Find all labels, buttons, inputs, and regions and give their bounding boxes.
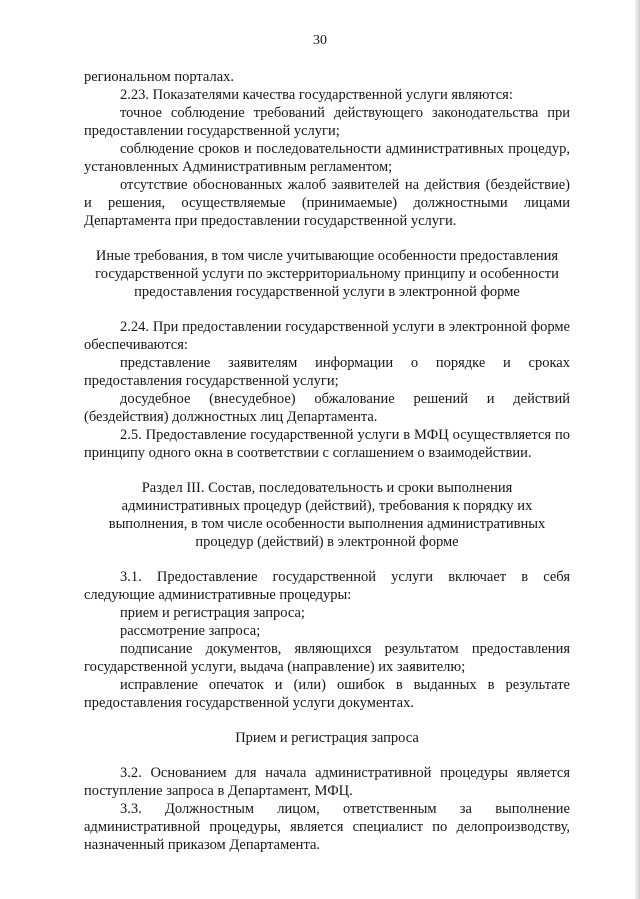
paragraph: 2.5. Предоставление государственной услуги в МФЦ осуществляется по принципу одного окна в соответствии с соглашением о взаимодействии. [84,427,570,461]
section-heading: Иные требования, в том числе учитывающие особенности предоставления государственной услуги по экстерриториальному принципу и особенности предоставления государственной услуги в электронной форме [95,248,559,300]
spacer [84,301,570,318]
paragraph: 3.1. Предоставление государственной услуги включает в себя следующие административные процедуры: [84,569,570,603]
page-number: 30 [313,33,327,48]
paragraph: 3.3. Должностным лицом, ответственным за выполнение административной процедуры, является специалист по делопроизводству, назначенный приказом Департамента. [84,801,570,853]
scan-edge-shadow [635,0,640,899]
paragraph: досудебное (внесудебное) обжалование решений и действий (бездействия) должностных лиц Департамента. [84,391,570,425]
spacer [84,230,570,247]
paragraph: точное соблюдение требований действующего законодательства при предоставлении государственной услуги; [84,105,570,139]
paragraph: представление заявителям информации о порядке и сроках предоставления государственной услуги; [84,355,570,389]
paragraph: соблюдение сроков и последовательности административных процедур, установленных Административным регламентом; [84,141,570,175]
spacer [84,712,570,729]
paragraph: 2.24. При предоставлении государственной услуги в электронной форме обеспечиваются: [84,319,570,353]
document-body [84,68,570,854]
paragraph: прием и регистрация запроса; [120,605,305,621]
spacer [84,551,570,568]
spacer [84,747,570,764]
paragraph: отсутствие обоснованных жалоб заявителей на действия (бездействие) и решения, осуществляемые (принимаемые) должностными лицами Департамента при предоставлении государственной услуги. [84,177,570,229]
paragraph: региональном порталах. [84,69,235,85]
paragraph: исправление опечаток и (или) ошибок в выданных в результате предоставления государственной услуги документах. [84,677,570,711]
paragraph: рассмотрение запроса; [120,623,261,639]
paragraph: 3.2. Основанием для начала административной процедуры является поступление запроса в Департамент, МФЦ. [84,765,570,799]
paragraph: 2.23. Показателями качества государственной услуги являются: [120,87,513,103]
section-heading: Раздел III. Состав, последовательность и сроки выполнения административных процедур (действий), требования к порядку их выполнения, в том числе особенности выполнения административных процедур (действий) в электронной форме [108,480,546,550]
spacer [84,462,570,479]
section-heading: Прием и регистрация запроса [235,730,419,746]
paragraph: подписание документов, являющихся результатом предоставления государственной услуги, выдача (направление) их заявителю; [84,641,570,675]
